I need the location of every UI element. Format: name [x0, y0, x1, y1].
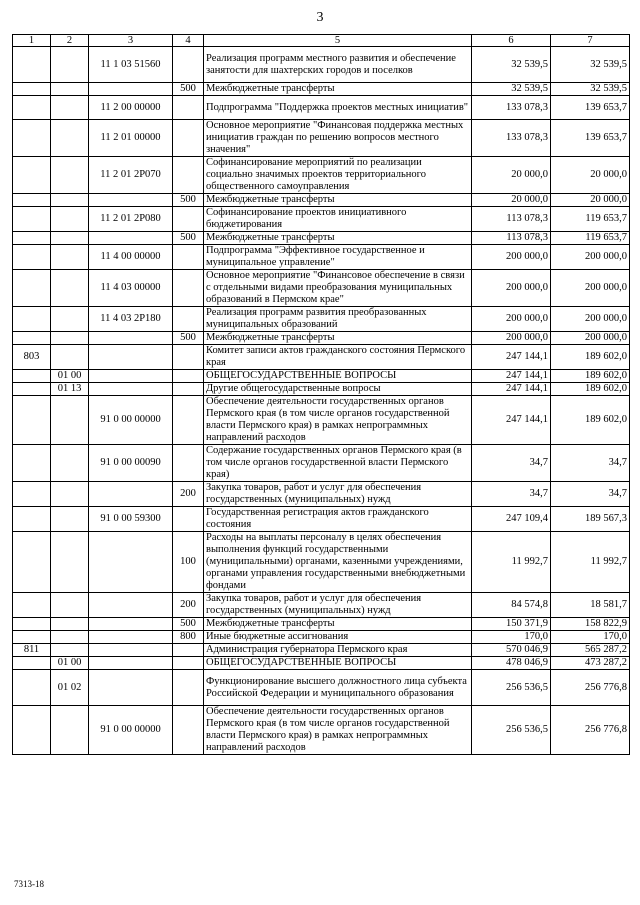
- cell-name: ОБЩЕГОСУДАРСТВЕННЫЕ ВОПРОСЫ: [204, 657, 472, 670]
- cell-section-code: [51, 232, 89, 245]
- cell-target-article: 11 4 03 00000: [89, 270, 173, 307]
- cell-section-code: 01 13: [51, 383, 89, 396]
- cell-amount-year-2: 20 000,0: [551, 157, 630, 194]
- table-row: [13, 482, 630, 507]
- cell-amount-year-2: 32 539,5: [551, 83, 630, 96]
- header-row: [13, 35, 630, 47]
- cell-name: Государственная регистрация актов гражданского состояния: [204, 507, 472, 532]
- cell-amount-year-1: 200 000,0: [472, 307, 551, 332]
- cell-amount-year-2: 189 602,0: [551, 383, 630, 396]
- cell-ministry-code: 811: [13, 644, 51, 657]
- cell-ministry-code: [13, 618, 51, 631]
- cell-ministry-code: [13, 370, 51, 383]
- cell-target-article: [89, 332, 173, 345]
- cell-name: Закупка товаров, работ и услуг для обеспечения государственных (муниципальных) нужд: [204, 482, 472, 507]
- cell-target-article: [89, 383, 173, 396]
- table-body: [13, 35, 630, 755]
- cell-amount-year-1: 32 539,5: [472, 83, 551, 96]
- document-code: 7313-18: [14, 879, 44, 889]
- cell-name: Межбюджетные трансферты: [204, 618, 472, 631]
- cell-amount-year-2: 119 653,7: [551, 207, 630, 232]
- page-number: 3: [316, 10, 324, 25]
- cell-amount-year-2: 200 000,0: [551, 332, 630, 345]
- cell-name: Межбюджетные трансферты: [204, 332, 472, 345]
- cell-expense-type: [173, 270, 204, 307]
- cell-amount-year-1: 247 144,1: [472, 370, 551, 383]
- cell-ministry-code: [13, 270, 51, 307]
- cell-section-code: [51, 618, 89, 631]
- cell-section-code: [51, 120, 89, 157]
- table-row: [13, 157, 630, 194]
- cell-name: Администрация губернатора Пермского края: [204, 644, 472, 657]
- table-row: [13, 83, 630, 96]
- cell-amount-year-1: 256 536,5: [472, 706, 551, 755]
- cell-amount-year-1: 113 078,3: [472, 207, 551, 232]
- cell-target-article: 11 4 03 2Р180: [89, 307, 173, 332]
- cell-expense-type: [173, 644, 204, 657]
- cell-ministry-code: [13, 445, 51, 482]
- cell-target-article: 11 2 01 2Р070: [89, 157, 173, 194]
- table-row: [13, 370, 630, 383]
- cell-target-article: 91 0 00 00000: [89, 396, 173, 445]
- cell-expense-type: 500: [173, 332, 204, 345]
- cell-section-code: [51, 532, 89, 593]
- cell-ministry-code: [13, 383, 51, 396]
- cell-target-article: [89, 83, 173, 96]
- cell-section-code: [51, 631, 89, 644]
- cell-ministry-code: [13, 207, 51, 232]
- cell-amount-year-1: 247 144,1: [472, 383, 551, 396]
- cell-ministry-code: [13, 157, 51, 194]
- cell-ministry-code: [13, 194, 51, 207]
- cell-section-code: [51, 507, 89, 532]
- table-row: [13, 507, 630, 532]
- cell-target-article: 11 1 03 51560: [89, 47, 173, 83]
- cell-amount-year-2: 139 653,7: [551, 120, 630, 157]
- cell-amount-year-1: 570 046,9: [472, 644, 551, 657]
- table-row: [13, 644, 630, 657]
- cell-ministry-code: [13, 631, 51, 644]
- cell-ministry-code: [13, 657, 51, 670]
- table-row: [13, 396, 630, 445]
- cell-amount-year-1: 32 539,5: [472, 47, 551, 83]
- cell-amount-year-2: 256 776,8: [551, 670, 630, 706]
- cell-section-code: 01 02: [51, 670, 89, 706]
- cell-name: Софинансирование мероприятий по реализации социально значимых проектов территориального общественного самоуправления: [204, 157, 472, 194]
- cell-section-code: [51, 445, 89, 482]
- cell-amount-year-1: 84 574,8: [472, 593, 551, 618]
- cell-amount-year-1: 247 144,1: [472, 345, 551, 370]
- cell-amount-year-1: 247 109,4: [472, 507, 551, 532]
- cell-amount-year-2: 119 653,7: [551, 232, 630, 245]
- cell-name: Иные бюджетные ассигнования: [204, 631, 472, 644]
- cell-target-article: 11 4 00 00000: [89, 245, 173, 270]
- cell-name: ОБЩЕГОСУДАРСТВЕННЫЕ ВОПРОСЫ: [204, 370, 472, 383]
- budget-table: [12, 34, 630, 755]
- cell-amount-year-1: 133 078,3: [472, 96, 551, 120]
- cell-section-code: [51, 307, 89, 332]
- cell-name: Содержание государственных органов Пермского края (в том числе органов государственной власти Пермского края): [204, 445, 472, 482]
- cell-amount-year-2: 20 000,0: [551, 194, 630, 207]
- cell-ministry-code: [13, 332, 51, 345]
- cell-target-article: [89, 631, 173, 644]
- cell-amount-year-1: 256 536,5: [472, 670, 551, 706]
- table-row: [13, 47, 630, 83]
- cell-expense-type: [173, 507, 204, 532]
- table-row: [13, 194, 630, 207]
- cell-section-code: [51, 83, 89, 96]
- cell-target-article: [89, 232, 173, 245]
- cell-name: Реализация программ местного развития и обеспечение занятости для шахтерских городов и поселков: [204, 47, 472, 83]
- cell-ministry-code: [13, 507, 51, 532]
- cell-amount-year-2: 256 776,8: [551, 706, 630, 755]
- cell-amount-year-2: 189 567,3: [551, 507, 630, 532]
- cell-expense-type: [173, 706, 204, 755]
- cell-section-code: [51, 194, 89, 207]
- cell-ministry-code: [13, 83, 51, 96]
- cell-expense-type: 200: [173, 482, 204, 507]
- cell-target-article: 11 2 01 00000: [89, 120, 173, 157]
- cell-name: Другие общегосударственные вопросы: [204, 383, 472, 396]
- cell-name: Межбюджетные трансферты: [204, 194, 472, 207]
- cell-expense-type: [173, 670, 204, 706]
- cell-amount-year-1: 113 078,3: [472, 232, 551, 245]
- cell-name: Закупка товаров, работ и услуг для обеспечения государственных (муниципальных) нужд: [204, 593, 472, 618]
- cell-expense-type: [173, 120, 204, 157]
- cell-amount-year-2: 34,7: [551, 445, 630, 482]
- table-row: [13, 383, 630, 396]
- table-row: [13, 670, 630, 706]
- cell-expense-type: 500: [173, 618, 204, 631]
- cell-section-code: 01 00: [51, 657, 89, 670]
- cell-ministry-code: [13, 232, 51, 245]
- table-row: [13, 532, 630, 593]
- cell-expense-type: 200: [173, 593, 204, 618]
- cell-target-article: 91 0 00 59300: [89, 507, 173, 532]
- cell-target-article: 11 2 00 00000: [89, 96, 173, 120]
- cell-ministry-code: [13, 245, 51, 270]
- table-row: [13, 120, 630, 157]
- cell-target-article: [89, 644, 173, 657]
- cell-name: Софинансирование проектов инициативного бюджетирования: [204, 207, 472, 232]
- table-row: [13, 618, 630, 631]
- cell-name: Функционирование высшего должностного лица субъекта Российской Федерации и муниципального образования: [204, 670, 472, 706]
- cell-amount-year-2: 34,7: [551, 482, 630, 507]
- cell-section-code: [51, 245, 89, 270]
- cell-ministry-code: [13, 47, 51, 83]
- cell-ministry-code: [13, 120, 51, 157]
- cell-expense-type: [173, 245, 204, 270]
- cell-amount-year-1: 20 000,0: [472, 194, 551, 207]
- cell-section-code: [51, 396, 89, 445]
- table-row: [13, 332, 630, 345]
- cell-amount-year-1: 20 000,0: [472, 157, 551, 194]
- cell-name: Межбюджетные трансферты: [204, 232, 472, 245]
- column-header: 2: [51, 35, 89, 47]
- table-row: [13, 706, 630, 755]
- cell-section-code: [51, 207, 89, 232]
- cell-expense-type: 500: [173, 83, 204, 96]
- cell-amount-year-2: 473 287,2: [551, 657, 630, 670]
- cell-ministry-code: 803: [13, 345, 51, 370]
- cell-expense-type: [173, 96, 204, 120]
- column-header: 5: [204, 35, 472, 47]
- cell-section-code: [51, 706, 89, 755]
- cell-amount-year-2: 158 822,9: [551, 618, 630, 631]
- cell-section-code: [51, 157, 89, 194]
- column-header: 7: [551, 35, 630, 47]
- table-row: [13, 307, 630, 332]
- cell-target-article: 91 0 00 00090: [89, 445, 173, 482]
- cell-expense-type: 100: [173, 532, 204, 593]
- cell-expense-type: 500: [173, 194, 204, 207]
- cell-section-code: [51, 47, 89, 83]
- cell-amount-year-1: 200 000,0: [472, 270, 551, 307]
- cell-section-code: [51, 332, 89, 345]
- cell-amount-year-2: 32 539,5: [551, 47, 630, 83]
- cell-amount-year-1: 150 371,9: [472, 618, 551, 631]
- cell-amount-year-2: 200 000,0: [551, 307, 630, 332]
- cell-name: Основное мероприятие "Финансовое обеспечение в связи с отдельными видами преобразования муниципальных образований в Пермском крае": [204, 270, 472, 307]
- column-header: 4: [173, 35, 204, 47]
- cell-amount-year-2: 18 581,7: [551, 593, 630, 618]
- cell-name: Межбюджетные трансферты: [204, 83, 472, 96]
- cell-section-code: [51, 482, 89, 507]
- cell-amount-year-2: 170,0: [551, 631, 630, 644]
- cell-section-code: [51, 593, 89, 618]
- cell-target-article: 11 2 01 2Р080: [89, 207, 173, 232]
- cell-ministry-code: [13, 706, 51, 755]
- cell-name: Обеспечение деятельности государственных органов Пермского края (в том числе органов государственной власти Пермского края) в рамках непрограммных направлений расходов: [204, 396, 472, 445]
- cell-amount-year-2: 565 287,2: [551, 644, 630, 657]
- cell-ministry-code: [13, 482, 51, 507]
- cell-amount-year-1: 34,7: [472, 445, 551, 482]
- cell-expense-type: [173, 207, 204, 232]
- cell-ministry-code: [13, 532, 51, 593]
- cell-target-article: [89, 194, 173, 207]
- cell-target-article: [89, 593, 173, 618]
- cell-section-code: [51, 345, 89, 370]
- cell-name: Подпрограмма "Поддержка проектов местных инициатив": [204, 96, 472, 120]
- table-row: [13, 270, 630, 307]
- cell-expense-type: [173, 307, 204, 332]
- cell-amount-year-2: 189 602,0: [551, 345, 630, 370]
- cell-expense-type: 500: [173, 232, 204, 245]
- cell-target-article: [89, 618, 173, 631]
- cell-amount-year-1: 247 144,1: [472, 396, 551, 445]
- cell-section-code: [51, 644, 89, 657]
- cell-expense-type: [173, 370, 204, 383]
- cell-amount-year-2: 200 000,0: [551, 245, 630, 270]
- table-row: [13, 207, 630, 232]
- cell-ministry-code: [13, 396, 51, 445]
- cell-amount-year-1: 200 000,0: [472, 332, 551, 345]
- cell-section-code: 01 00: [51, 370, 89, 383]
- column-header: 3: [89, 35, 173, 47]
- table-row: [13, 232, 630, 245]
- cell-section-code: [51, 96, 89, 120]
- cell-amount-year-1: 34,7: [472, 482, 551, 507]
- table-row: [13, 631, 630, 644]
- cell-target-article: [89, 657, 173, 670]
- cell-target-article: 91 0 00 00000: [89, 706, 173, 755]
- table-row: [13, 96, 630, 120]
- column-header: 1: [13, 35, 51, 47]
- cell-name: Комитет записи актов гражданского состояния Пермского края: [204, 345, 472, 370]
- cell-name: Реализация программ развития преобразованных муниципальных образований: [204, 307, 472, 332]
- cell-name: Обеспечение деятельности государственных органов Пермского края (в том числе органов государственной власти Пермского края) в рамках непрограммных направлений расходов: [204, 706, 472, 755]
- cell-amount-year-1: 170,0: [472, 631, 551, 644]
- cell-target-article: [89, 370, 173, 383]
- cell-expense-type: [173, 657, 204, 670]
- cell-amount-year-1: 133 078,3: [472, 120, 551, 157]
- cell-name: Расходы на выплаты персоналу в целях обеспечения выполнения функций государственными (муниципальными) органами, казенными учреждениями, органами управления государственными внебюджетными фондами: [204, 532, 472, 593]
- cell-amount-year-2: 189 602,0: [551, 370, 630, 383]
- cell-section-code: [51, 270, 89, 307]
- cell-ministry-code: [13, 96, 51, 120]
- cell-name: Подпрограмма "Эффективное государственное и муниципальное управление": [204, 245, 472, 270]
- table-row: [13, 245, 630, 270]
- cell-amount-year-1: 200 000,0: [472, 245, 551, 270]
- cell-amount-year-2: 200 000,0: [551, 270, 630, 307]
- cell-expense-type: [173, 47, 204, 83]
- cell-amount-year-2: 11 992,7: [551, 532, 630, 593]
- cell-ministry-code: [13, 307, 51, 332]
- cell-expense-type: [173, 383, 204, 396]
- cell-expense-type: [173, 396, 204, 445]
- cell-target-article: [89, 345, 173, 370]
- column-header: 6: [472, 35, 551, 47]
- table-row: [13, 657, 630, 670]
- table-row: [13, 593, 630, 618]
- cell-amount-year-2: 139 653,7: [551, 96, 630, 120]
- cell-amount-year-2: 189 602,0: [551, 396, 630, 445]
- cell-target-article: [89, 482, 173, 507]
- cell-expense-type: [173, 445, 204, 482]
- cell-amount-year-1: 11 992,7: [472, 532, 551, 593]
- table-row: [13, 445, 630, 482]
- cell-ministry-code: [13, 670, 51, 706]
- cell-ministry-code: [13, 593, 51, 618]
- cell-expense-type: [173, 157, 204, 194]
- table-row: [13, 345, 630, 370]
- cell-target-article: [89, 670, 173, 706]
- cell-amount-year-1: 478 046,9: [472, 657, 551, 670]
- cell-expense-type: 800: [173, 631, 204, 644]
- cell-expense-type: [173, 345, 204, 370]
- cell-target-article: [89, 532, 173, 593]
- cell-name: Основное мероприятие "Финансовая поддержка местных инициатив граждан по решению вопросов местного значения": [204, 120, 472, 157]
